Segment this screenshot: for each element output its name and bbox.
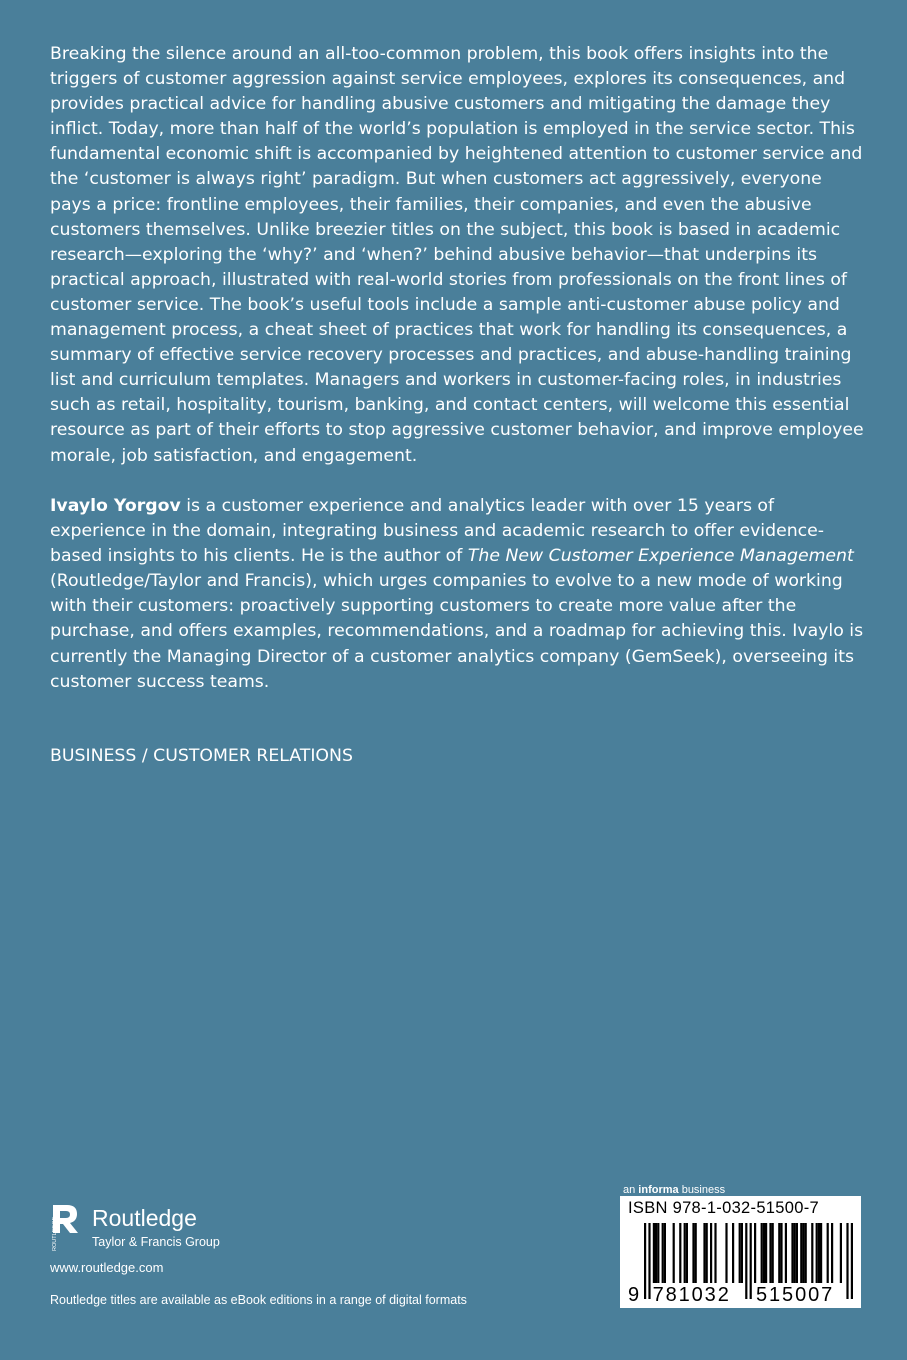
barcode-bar	[692, 1223, 694, 1283]
barcode-bar	[763, 1223, 765, 1283]
barcode-bar	[805, 1223, 807, 1283]
barcode-bar	[725, 1223, 727, 1283]
subject-category: BUSINESS / CUSTOMER RELATIONS	[50, 746, 353, 766]
barcode-bar	[794, 1223, 796, 1283]
barcode-bar	[664, 1223, 666, 1283]
barcode-bar	[780, 1223, 782, 1283]
barcode-bar	[750, 1223, 752, 1299]
barcode-bar	[791, 1223, 793, 1283]
publisher-logo	[50, 1203, 250, 1253]
barcode-bar	[662, 1223, 664, 1283]
barcode-bar	[679, 1223, 681, 1283]
author-bio-text-1: is a customer experience and analytics leader with over 15 years of experience in the domain, integrating business and academic research to offer evidence-based insights to his clients. He is the author of	[50, 496, 825, 567]
barcode-bar	[811, 1223, 813, 1283]
isbn-label: ISBN 978-1-032-51500-7	[628, 1199, 819, 1217]
barcode-bar	[796, 1223, 798, 1283]
barcode-bar	[754, 1223, 756, 1283]
barcode-bar	[840, 1223, 842, 1283]
barcode-bar	[703, 1223, 705, 1283]
informa-brand: informa	[638, 1184, 679, 1196]
author-bio-text-2: (Routledge/Taylor and Francis), which urges companies to evolve to a new mode of working with their customers: proactively supporting customers to create more value after the purchase, and offers examples, recommendations, and a roadmap for achieving this. Ivaylo is currently the Managing Director of a customer analytics company (GemSeek), overseeing its customer success teams.	[50, 571, 864, 692]
barcode-bar	[695, 1223, 697, 1283]
barcode-bar	[816, 1223, 818, 1283]
barcode-bar	[745, 1223, 747, 1299]
barcode-bar	[831, 1223, 833, 1283]
barcode-digits: 515007	[756, 1284, 835, 1306]
barcode-bar	[778, 1223, 780, 1283]
barcode-bar	[827, 1223, 829, 1283]
barcode-bar	[653, 1223, 655, 1283]
barcode-bar	[800, 1223, 802, 1283]
barcode-bar	[765, 1223, 767, 1283]
svg-text:ROUTLEDGE: ROUTLEDGE	[52, 1216, 58, 1251]
barcode-bar	[818, 1223, 820, 1283]
barcode-bar	[714, 1223, 716, 1283]
barcode-bar	[686, 1223, 688, 1283]
barcode-bar	[785, 1223, 787, 1283]
informa-tagline: an informa business	[623, 1184, 726, 1196]
barcode-bar	[706, 1223, 708, 1283]
barcode-graphic	[620, 1196, 861, 1308]
barcode-digits: 9	[628, 1284, 642, 1306]
publisher-website: www.routledge.com	[50, 1260, 164, 1275]
isbn-barcode	[620, 1196, 861, 1308]
ebook-note: Routledge titles are available as eBook editions in a range of digital formats	[50, 1293, 467, 1307]
author-previous-book-title: The New Customer Experience Management	[467, 546, 854, 567]
barcode-bar	[846, 1223, 848, 1299]
barcode-bar	[732, 1223, 734, 1283]
routledge-logo-icon	[50, 1203, 80, 1253]
author-name: Ivaylo Yorgov	[50, 496, 181, 516]
barcode-bar	[684, 1223, 686, 1283]
barcode-bar	[657, 1223, 659, 1283]
barcode-bar	[673, 1223, 675, 1283]
barcode-bar	[769, 1223, 771, 1283]
publisher-name: Routledge	[92, 1205, 197, 1231]
barcode-bar	[655, 1223, 657, 1283]
barcode-digits: 781032	[652, 1284, 731, 1306]
barcode-bar	[820, 1223, 822, 1283]
barcode-bar	[761, 1223, 763, 1283]
book-description: Breaking the silence around an all-too-common problem, this book offers insights into the triggers of customer aggression against service employees, explores its consequences, and provides practical advice for handling abusive customers and mitigating the damage they inflict. Today, more than half of the world’s population is employed in the service sector. This fundamental economic shift is accompanied by heightened attention to customer service and the ‘customer is always right’ paradigm. But when customers act aggressively, everyone pays a price: frontline employees, their families, their companies, and even the abusive customers themselves. Unlike breezier titles on the subject, this book is based in academic research—exploring the ‘why?’ and ‘when?’ behind abusive behavior—that underpins its practical approach, illustrated with real-world stories from professionals on the front lines of customer service. The book’s useful tools include a sample anti-customer abuse policy and management process, a cheat sheet of practices that work for handling its consequences, a summary of effective service recovery processes and practices, and abuse-handling training list and curriculum templates. Managers and workers in customer-facing roles, in industries such as retail, hospitality, tourism, banking, and contact centers, will welcome this essential resource as part of their efforts to stop aggressive customer behavior, and improve employee morale, job satisfaction, and engagement.	[50, 44, 864, 466]
author-bio	[50, 494, 865, 695]
barcode-bar	[851, 1223, 853, 1299]
barcode-bar	[772, 1223, 774, 1283]
barcode-bar	[802, 1223, 804, 1283]
barcode-bar	[739, 1223, 741, 1283]
publisher-group: Taylor & Francis Group	[92, 1235, 220, 1249]
barcode-bar	[741, 1223, 743, 1283]
barcode-bar	[710, 1223, 712, 1283]
barcode-bar	[648, 1223, 650, 1299]
barcode-bar	[644, 1223, 646, 1299]
